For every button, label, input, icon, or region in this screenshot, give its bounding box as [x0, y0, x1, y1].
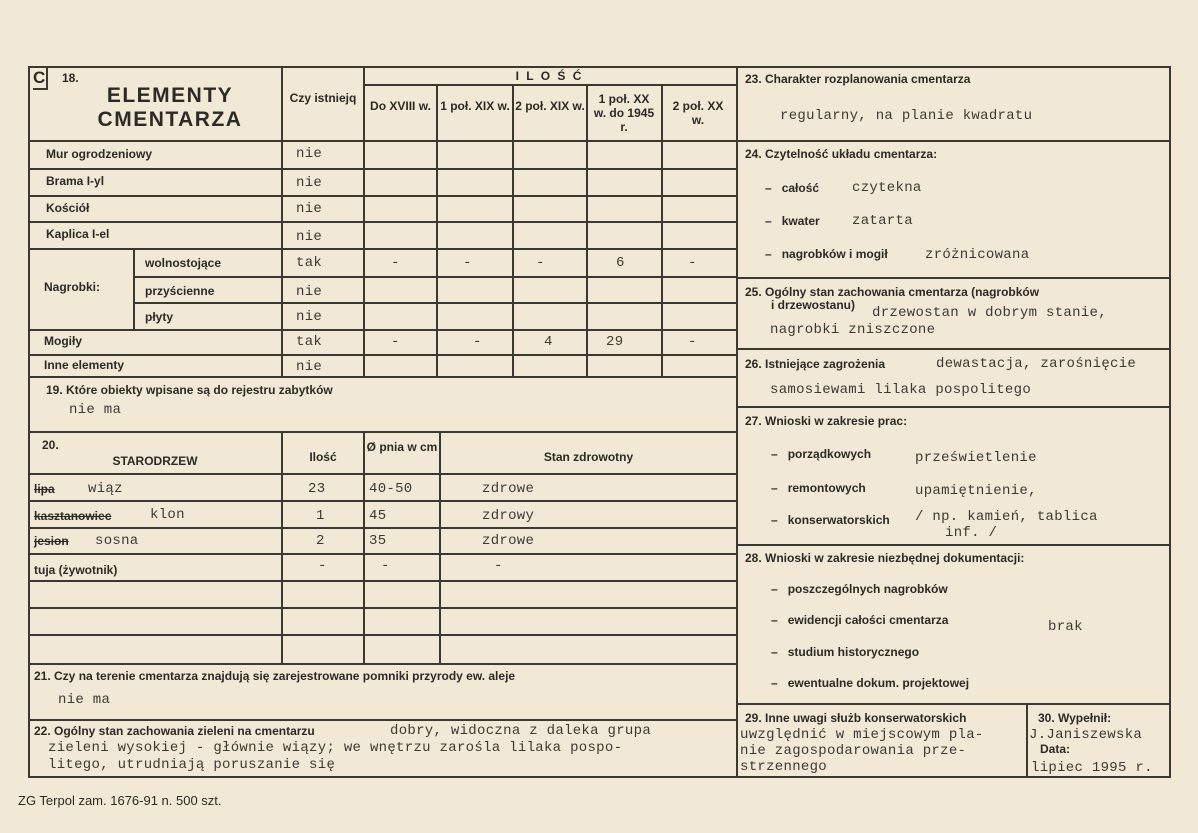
tree-printed-4: tuja (żywotnik): [34, 563, 118, 577]
s18-col-header-5: 2 poł. XX w.: [672, 99, 724, 127]
row-label-nagrobki: Nagrobki:: [44, 280, 101, 294]
val-wol-4: 6: [616, 255, 625, 271]
s27-question: 27. Wnioski w zakresie prac:: [745, 414, 908, 428]
tree-ilosc-1: 23: [308, 481, 326, 497]
s18-col-sep-3: [512, 84, 514, 378]
s22-answer-1: dobry, widoczna z daleka grupa: [390, 723, 652, 739]
s20-header-bottom: [28, 473, 736, 475]
s21-answer: nie ma: [58, 692, 111, 708]
letter-bracket: [46, 68, 48, 90]
s28-item-1: – poszczególnych nagrobków: [771, 582, 948, 596]
s24-item-nagrobkow: – nagrobków i mogił: [765, 247, 888, 261]
tree-ilosc-4: -: [318, 558, 327, 574]
s20-pien-header: Ø pnia w cm: [366, 440, 438, 454]
s29-s30-sep: [1026, 703, 1028, 778]
s18-bottom: [28, 376, 736, 378]
tree-ilosc-3: 2: [316, 533, 325, 549]
s20-ilosc-header: Ilość: [309, 450, 337, 464]
tree-stan-4: -: [494, 558, 503, 574]
nagrobki-sep: [133, 248, 135, 330]
s26-answer-2: samosiewami lilaka pospolitego: [770, 382, 1032, 398]
s26-answer-1: dewastacja, zarośnięcie: [936, 356, 1137, 372]
s18-header-bottom: [28, 140, 736, 142]
s20-number: 20.: [42, 438, 59, 452]
s30-name: J.Janiszewska: [1029, 727, 1143, 743]
s21-question: 21. Czy na terenie cmentarza znajdują się zarejestrowane pomniki przyrody ew. aleje: [34, 669, 516, 683]
s24-question: 24. Czytelność układu cmentarza:: [745, 147, 938, 161]
s18-ilosc-header: I L O Ś Ć: [515, 69, 584, 83]
row-label-kosciol: Kościół: [46, 201, 90, 215]
czy-plyty: nie: [296, 309, 323, 325]
s24-label-nagrobkow: nagrobków i mogił: [781, 247, 888, 261]
print-footer: ZG Terpol zam. 1676-91 n. 500 szt.: [18, 793, 222, 808]
s18-col-header-1: Do XVIII w.: [370, 99, 431, 113]
s27-label-konserwatorskich: konserwatorskich: [787, 513, 890, 527]
s24-item-calosc: – całość: [765, 181, 820, 195]
s29-answer-1: uwzględnić w miejscowym pla-: [740, 727, 984, 743]
tree-printed-1: lipa: [34, 482, 55, 496]
s28-answer: brak: [1048, 619, 1083, 635]
s25-question-2: i drzewostanu): [771, 298, 856, 312]
s22-question: 22. Ogólny stan zachowania zieleni na cmentarzu: [34, 724, 315, 738]
s24-item-kwater: – kwater: [765, 214, 820, 228]
s27-item-porzadkowych: – porządkowych: [771, 447, 872, 461]
s22-answer-3: litego, utrudniają poruszanie się: [48, 757, 336, 773]
tree-typed-3: sosna: [95, 533, 139, 549]
tree-ilosc-2: 1: [316, 508, 325, 524]
val-mog-1: -: [391, 334, 400, 350]
s27-label-remontowych: remontowych: [787, 481, 866, 495]
s24-label-calosc: całość: [781, 181, 820, 195]
val-mog-2: -: [473, 334, 482, 350]
s28-bottom: [736, 703, 1171, 705]
czy-wolnostojace: tak: [296, 255, 323, 271]
s30-date: lipiec 1995 r.: [1031, 760, 1153, 776]
czy-brama: nie: [296, 175, 323, 191]
s21-bottom: [28, 719, 736, 721]
s27-answer-porzadkowych: prześwietlenie: [915, 450, 1037, 466]
tree-pien-1: 40-50: [369, 481, 413, 497]
tree-typed-2: klon: [150, 507, 185, 523]
czy-kosciol: nie: [296, 201, 323, 217]
val-mog-5: -: [688, 334, 697, 350]
s27-answer-remontowych: upamiętnienie,: [915, 483, 1037, 499]
s29-answer-3: strzennego: [740, 759, 828, 775]
s25-bottom: [736, 348, 1171, 350]
val-mog-4: 29: [606, 334, 624, 350]
czy-mur: nie: [296, 146, 323, 162]
s27-item-remontowych: – remontowych: [771, 481, 866, 495]
s23-bottom: [736, 140, 1171, 142]
tree-printed-3: jesion: [34, 534, 69, 548]
tree-pien-3: 35: [369, 533, 387, 549]
s18-col-header-2: 1 poł. XIX w.: [440, 99, 510, 113]
s26-question: 26. Istniejące zagrożenia: [745, 357, 886, 371]
row-label-mur: Mur ogrodzeniowy: [46, 147, 152, 161]
s28-label-4: ewentualne dokum. projektowej: [787, 676, 970, 690]
s24-label-kwater: kwater: [781, 214, 820, 228]
tree-stan-2: zdrowy: [482, 508, 535, 524]
s26-bottom: [736, 406, 1171, 408]
s18-col-sep-4: [586, 84, 588, 378]
val-wol-2: -: [463, 255, 472, 271]
val-wol-1: -: [391, 255, 400, 271]
s27-label-porzadkowych: porządkowych: [787, 447, 872, 461]
s23-answer: regularny, na planie kwadratu: [780, 108, 1033, 124]
tree-typed-1: wiąz: [88, 481, 123, 497]
s27-answer-konserwatorskich: / np. kamień, tablica: [915, 509, 1098, 525]
s28-item-2: – ewidencji całości cmentarza: [771, 613, 949, 627]
s25-answer-2: nagrobki zniszczone: [770, 322, 936, 338]
row-label-brama: Brama I-yl: [46, 174, 105, 188]
s28-label-3: studium historycznego: [787, 645, 920, 659]
czy-inne: nie: [296, 359, 323, 375]
tree-stan-1: zdrowe: [482, 481, 535, 497]
s22-answer-2: zieleni wysokiej - głównie wiązy; we wnętrzu zarośla lilaka pospo-: [48, 740, 623, 756]
tree-stan-3: zdrowe: [482, 533, 535, 549]
row-label-kaplica: Kaplica I-el: [46, 227, 110, 241]
row-label-przyscienne: przyścienne: [145, 284, 215, 298]
s18-col-header-4: 1 poł. XX w. do 1945 r.: [593, 92, 655, 134]
tree-pien-2: 45: [369, 508, 387, 524]
s20-title: STARODRZEW: [112, 454, 198, 468]
frame-top: [28, 66, 1171, 68]
val-wol-5: -: [688, 255, 697, 271]
s18-col-header-3: 2 poł. XIX w.: [515, 99, 585, 113]
s18-col-sep-2: [436, 84, 438, 378]
frame-right: [1169, 66, 1171, 778]
czy-mogily: tak: [296, 334, 323, 350]
frame-left: [28, 66, 30, 778]
frame-bottom: [28, 776, 1171, 778]
s24-answer-nagrobkow: zróżnicowana: [925, 247, 1030, 263]
row-label-wolnostojace: wolnostojące: [145, 256, 222, 270]
s18-czy-header: Czy istniejq: [289, 91, 357, 105]
s29-answer-2: nie zagospodarowania prze-: [740, 743, 967, 759]
s25-question-1: 25. Ogólny stan zachowania cmentarza (nagrobków: [745, 285, 1040, 299]
s20-bottom: [28, 663, 736, 665]
val-mog-3: 4: [544, 334, 553, 350]
s18-col-sep-5: [661, 84, 663, 378]
s18-ilosc-line: [363, 84, 736, 86]
s28-item-4: – ewentualne dokum. projektowej: [771, 676, 970, 690]
s27-item-konserwatorskich: – konserwatorskich: [771, 513, 890, 527]
val-wol-3: -: [536, 255, 545, 271]
s19-answer: nie ma: [69, 402, 122, 418]
row-label-inne: Inne elementy: [44, 358, 125, 372]
s24-answer-kwater: zatarta: [852, 213, 913, 229]
section-letter: C: [33, 68, 46, 90]
s25-answer-1: drzewostan w dobrym stanie,: [872, 305, 1107, 321]
s23-question: 23. Charakter rozplanowania cmentarza: [745, 72, 971, 86]
s24-bottom: [736, 277, 1171, 279]
tree-printed-2: kasztanowiec: [34, 509, 112, 523]
row-label-plyty: płyty: [145, 310, 174, 324]
s27-answer-cont: inf. /: [945, 525, 998, 541]
row-label-mogily: Mogiły: [44, 334, 82, 348]
s18-number: 18.: [62, 71, 79, 85]
czy-przyscienne: nie: [296, 284, 323, 300]
s24-answer-calosc: czytekna: [852, 180, 922, 196]
s19-bottom: [28, 431, 736, 433]
s19-question: 19. Które obiekty wpisane są do rejestru zabytków: [46, 383, 333, 397]
tree-pien-4: -: [381, 558, 390, 574]
s20-stan-header: Stan zdrowotny: [543, 450, 634, 464]
s29-question: 29. Inne uwagi służb konserwatorskich: [745, 711, 967, 725]
s30-question: 30. Wypełnił:: [1038, 711, 1112, 725]
czy-kaplica: nie: [296, 229, 323, 245]
s18-title-1: ELEMENTY: [106, 84, 234, 107]
s27-bottom: [736, 544, 1171, 546]
s28-label-1: poszczególnych nagrobków: [787, 582, 948, 596]
frame-middle: [736, 66, 738, 778]
s28-question: 28. Wnioski w zakresie niezbędnej dokumentacji:: [745, 551, 1025, 565]
s28-label-2: ewidencji całości cmentarza: [787, 613, 949, 627]
s18-title-2: CMENTARZA: [97, 108, 243, 131]
s30-date-label: Data:: [1040, 742, 1071, 756]
s28-item-3: – studium historycznego: [771, 645, 920, 659]
